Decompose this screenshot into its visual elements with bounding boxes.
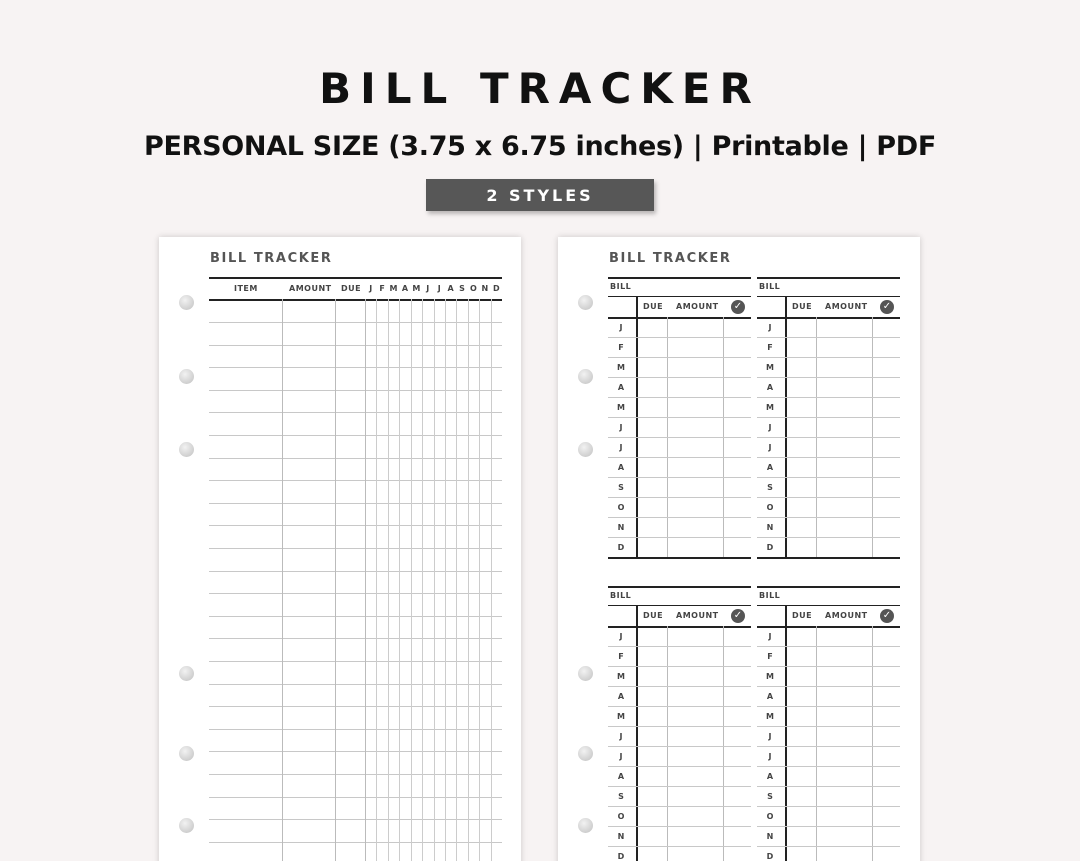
table-row-line [209, 525, 502, 526]
month-label: N [617, 832, 625, 841]
page-title: BILL TRACKER [319, 64, 761, 113]
month-label: J [619, 632, 623, 641]
table-row-line [209, 706, 502, 707]
table-row-line [608, 646, 751, 647]
table-row-line [608, 686, 751, 687]
month-label: F [767, 652, 773, 661]
month-label: F [767, 343, 773, 352]
table-row-line [209, 593, 502, 594]
month-label: D [766, 852, 774, 861]
table-row-line [608, 537, 751, 538]
table-row-line [209, 661, 502, 662]
bill-block-rule [608, 586, 751, 588]
month-label: J [619, 423, 623, 432]
table-row-line [608, 846, 751, 847]
amount-column-header: AMOUNT [676, 611, 719, 620]
table-row-line [757, 357, 900, 358]
month-label: M [766, 712, 774, 721]
table-row-line [608, 477, 751, 478]
month-label: A [766, 772, 774, 781]
month-label: J [768, 752, 772, 761]
table-row-line [757, 497, 900, 498]
month-label: M [766, 363, 774, 372]
month-divider [422, 299, 423, 861]
table-row-line [757, 726, 900, 727]
month-column-header: N [481, 284, 489, 293]
binder-hole-icon [179, 442, 194, 457]
table-row-line [608, 746, 751, 747]
month-divider [388, 299, 389, 861]
table-row-line [608, 377, 751, 378]
month-column-divider [636, 605, 638, 861]
month-label: N [766, 832, 774, 841]
month-label: J [619, 732, 623, 741]
month-label: F [618, 652, 624, 661]
style2-title: BILL TRACKER [609, 251, 732, 266]
amount-column-header: AMOUNT [825, 302, 868, 311]
bill-label: BILL [759, 282, 781, 291]
table-row-line [209, 571, 502, 572]
column-divider [365, 299, 366, 861]
table-row-line [608, 786, 751, 787]
table-row-line [608, 437, 751, 438]
month-label: J [768, 443, 772, 452]
due-column-header: DUE [792, 302, 813, 311]
table-row-line [608, 417, 751, 418]
month-divider [468, 299, 469, 861]
table-row-line [757, 666, 900, 667]
month-label: D [617, 852, 625, 861]
month-label: O [617, 503, 625, 512]
binder-hole-icon [578, 442, 593, 457]
month-label: S [767, 483, 773, 492]
binder-hole-icon [179, 818, 194, 833]
month-divider [399, 299, 400, 861]
amount-column-header: AMOUNT [676, 302, 719, 311]
table-top-rule [209, 277, 502, 279]
due-column-header: DUE [643, 302, 664, 311]
month-label: S [767, 792, 773, 801]
table-row-line [209, 751, 502, 752]
amount-column-header: AMOUNT [825, 611, 868, 620]
month-label: M [617, 712, 625, 721]
binder-hole-icon [578, 746, 593, 761]
table-row-line [209, 458, 502, 459]
month-label: A [617, 772, 625, 781]
due-column-header: DUE [643, 611, 664, 620]
binder-hole-icon [578, 369, 593, 384]
month-label: A [766, 463, 774, 472]
table-row-line [209, 367, 502, 368]
bill-label-rule [757, 605, 900, 606]
table-row-line [608, 397, 751, 398]
month-label: J [768, 423, 772, 432]
month-label: M [617, 672, 625, 681]
table-header-rule [209, 299, 502, 301]
bill-header-rule [757, 317, 900, 319]
month-column-divider [785, 605, 787, 861]
month-label: D [617, 543, 625, 552]
table-row-line [209, 819, 502, 820]
bill-label-rule [608, 296, 751, 297]
style1-title: BILL TRACKER [210, 251, 333, 266]
month-label: J [619, 752, 623, 761]
table-row-line [608, 706, 751, 707]
month-column-header: J [369, 284, 373, 293]
month-label: A [617, 463, 625, 472]
table-row-line [209, 684, 502, 685]
bill-label: BILL [759, 591, 781, 600]
table-row-line [608, 337, 751, 338]
month-label: A [766, 692, 774, 701]
month-label: M [766, 672, 774, 681]
table-row-line [608, 497, 751, 498]
month-label: M [617, 403, 625, 412]
due-column-header: DUE [341, 284, 362, 293]
style2-sheet [558, 237, 920, 861]
bill-label: BILL [610, 591, 632, 600]
table-row-line [757, 337, 900, 338]
amount-column-header: AMOUNT [289, 284, 332, 293]
table-row-line [757, 417, 900, 418]
bill-block-rule [608, 277, 751, 279]
binder-hole-icon [179, 746, 194, 761]
styles-badge: 2 STYLES [426, 179, 654, 211]
month-label: A [766, 383, 774, 392]
month-label: A [617, 692, 625, 701]
check-circle-icon: ✓ [880, 300, 894, 314]
month-label: N [617, 523, 625, 532]
month-divider [456, 299, 457, 861]
month-label: M [617, 363, 625, 372]
month-label: S [618, 483, 624, 492]
month-divider [411, 299, 412, 861]
table-row-line [757, 846, 900, 847]
table-row-line [209, 842, 502, 843]
bill-label-rule [608, 605, 751, 606]
table-row-line [209, 797, 502, 798]
month-divider [434, 299, 435, 861]
table-row-line [209, 548, 502, 549]
table-row-line [209, 412, 502, 413]
table-row-line [757, 806, 900, 807]
table-row-line [209, 616, 502, 617]
binder-hole-icon [179, 369, 194, 384]
month-label: O [766, 812, 774, 821]
month-label: J [619, 323, 623, 332]
binder-hole-icon [179, 295, 194, 310]
check-circle-icon: ✓ [880, 609, 894, 623]
bill-header-rule [608, 317, 751, 319]
table-row-line [209, 390, 502, 391]
table-row-line [608, 766, 751, 767]
table-row-line [209, 774, 502, 775]
table-row-line [757, 517, 900, 518]
page-subtitle: PERSONAL SIZE (3.75 x 6.75 inches) | Printable | PDF [143, 131, 936, 162]
month-divider [491, 299, 492, 861]
table-row-line [757, 746, 900, 747]
table-row-line [608, 726, 751, 727]
bill-header-rule [757, 626, 900, 628]
month-label: S [618, 792, 624, 801]
month-label: J [768, 632, 772, 641]
month-label: J [768, 323, 772, 332]
table-row-line [757, 766, 900, 767]
check-circle-icon: ✓ [731, 300, 745, 314]
month-column-header: S [459, 284, 465, 293]
table-row-line [608, 806, 751, 807]
table-row-line [209, 503, 502, 504]
binder-hole-icon [578, 818, 593, 833]
bill-bottom-rule [608, 557, 751, 559]
table-row-line [608, 517, 751, 518]
table-row-line [209, 322, 502, 323]
table-row-line [757, 786, 900, 787]
binder-hole-icon [578, 295, 593, 310]
month-label: N [766, 523, 774, 532]
table-row-line [608, 357, 751, 358]
table-row-line [757, 477, 900, 478]
table-row-line [209, 435, 502, 436]
month-column-header: J [426, 284, 430, 293]
table-row-line [757, 457, 900, 458]
month-divider [445, 299, 446, 861]
table-row-line [757, 686, 900, 687]
style1-sheet [159, 237, 521, 861]
month-label: M [766, 403, 774, 412]
month-column-header: O [470, 284, 477, 293]
month-column-header: J [437, 284, 441, 293]
binder-hole-icon [179, 666, 194, 681]
month-label: A [617, 383, 625, 392]
table-row-line [608, 457, 751, 458]
month-column-header: D [492, 284, 500, 293]
table-row-line [608, 666, 751, 667]
due-column-header: DUE [792, 611, 813, 620]
month-label: O [617, 812, 625, 821]
item-column-header: ITEM [234, 284, 258, 293]
table-row-line [209, 638, 502, 639]
month-label: J [768, 732, 772, 741]
table-row-line [757, 826, 900, 827]
table-row-line [757, 706, 900, 707]
column-divider [282, 299, 283, 861]
bill-header-rule [608, 626, 751, 628]
table-row-line [757, 377, 900, 378]
bill-bottom-rule [757, 557, 900, 559]
table-row-line [209, 729, 502, 730]
table-row-line [757, 397, 900, 398]
table-row-line [209, 345, 502, 346]
month-divider [479, 299, 480, 861]
bill-block-rule [757, 586, 900, 588]
binder-hole-icon [578, 666, 593, 681]
check-circle-icon: ✓ [731, 609, 745, 623]
month-column-header: F [379, 284, 385, 293]
table-row-line [757, 537, 900, 538]
table-row-line [757, 646, 900, 647]
month-label: D [766, 543, 774, 552]
table-row-line [757, 437, 900, 438]
month-column-header: M [412, 284, 421, 293]
table-row-line [608, 826, 751, 827]
column-divider [335, 299, 336, 861]
month-divider [376, 299, 377, 861]
bill-label: BILL [610, 282, 632, 291]
month-column-header: M [389, 284, 398, 293]
bill-label-rule [757, 296, 900, 297]
month-label: F [618, 343, 624, 352]
table-row-line [209, 480, 502, 481]
month-column-header: A [401, 284, 409, 293]
month-column-header: A [447, 284, 454, 293]
month-label: O [766, 503, 774, 512]
bill-block-rule [757, 277, 900, 279]
month-label: J [619, 443, 623, 452]
